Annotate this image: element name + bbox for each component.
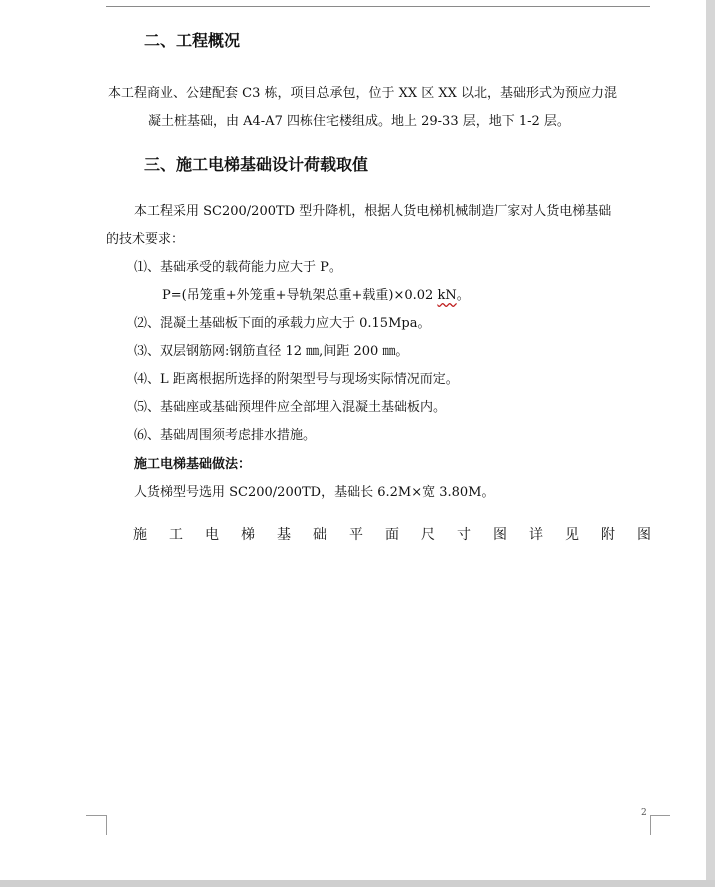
header-rule — [106, 6, 650, 7]
note-char: 面 — [385, 527, 399, 543]
formula-unit: kN — [437, 288, 457, 303]
intro-line-2: 的技术要求： — [106, 232, 185, 247]
crop-mark-bottom-left — [86, 815, 106, 816]
overview-paragraph-line-1: 本工程商业、公建配套 C3 栋，项目总承包，位于 XX 区 XX 以北，基础形式为预应力混 — [108, 86, 618, 101]
see-attached-drawing-note — [133, 524, 651, 544]
crop-mark-bottom-right — [650, 815, 670, 816]
note-char: 寸 — [457, 527, 471, 543]
method-text: 人货梯型号选用 SC200/200TD，基础长 6.2M×宽 3.80M。 — [134, 485, 495, 500]
intro-line-1: 本工程采用 SC200/200TD 型升降机，根据人货电梯机械制造厂家对人货电梯基础 — [134, 204, 612, 219]
load-formula — [162, 284, 470, 303]
section-2-heading: 二、工程概况 — [144, 31, 241, 50]
crop-mark-bottom-right — [650, 815, 651, 835]
requirement-6: ⑹、基础周围须考虑排水措施。 — [134, 428, 317, 443]
note-char: 附 — [601, 527, 615, 543]
note-char: 施 — [133, 527, 147, 543]
section-3-heading: 三、施工电梯基础设计荷载取值 — [144, 155, 369, 174]
note-char: 工 — [169, 527, 183, 543]
requirement-5: ⑸、基础座或基础预埋件应全部埋入混凝土基础板内。 — [134, 400, 447, 415]
note-char: 平 — [349, 527, 363, 543]
note-char: 尺 — [421, 527, 435, 543]
note-char: 础 — [313, 527, 327, 543]
note-char: 见 — [565, 527, 579, 543]
formula-expression: P=(吊笼重+外笼重+导轨架总重+载重)×0.02 — [162, 288, 438, 303]
note-char: 详 — [529, 527, 543, 543]
overview-paragraph-line-2: 凝土桩基础，由 A4-A7 四栋住宅楼组成。地上 29-33 层，地下 1-2 层。 — [148, 114, 570, 129]
requirement-3: ⑶、双层钢筋网:钢筋直径 12 ㎜,间距 200 ㎜。 — [134, 344, 409, 359]
requirement-1: ⑴、基础承受的载荷能力应大于 P。 — [134, 260, 342, 275]
note-char: 基 — [277, 527, 291, 543]
requirement-2: ⑵、混凝土基础板下面的承载力应大于 0.15Mpa。 — [134, 316, 431, 331]
page-number: 2 — [641, 808, 647, 818]
note-char: 图 — [637, 527, 651, 543]
viewer-background-bottom — [0, 880, 715, 887]
note-char: 图 — [493, 527, 507, 543]
viewer-background-right — [706, 0, 715, 887]
formula-end: 。 — [456, 288, 470, 303]
crop-mark-bottom-left — [106, 815, 107, 835]
method-title: 施工电梯基础做法： — [134, 457, 252, 472]
requirement-4: ⑷、L 距离根据所选择的附架型号与现场实际情况而定。 — [134, 372, 459, 387]
note-char: 梯 — [241, 527, 255, 543]
note-char: 电 — [205, 527, 219, 543]
